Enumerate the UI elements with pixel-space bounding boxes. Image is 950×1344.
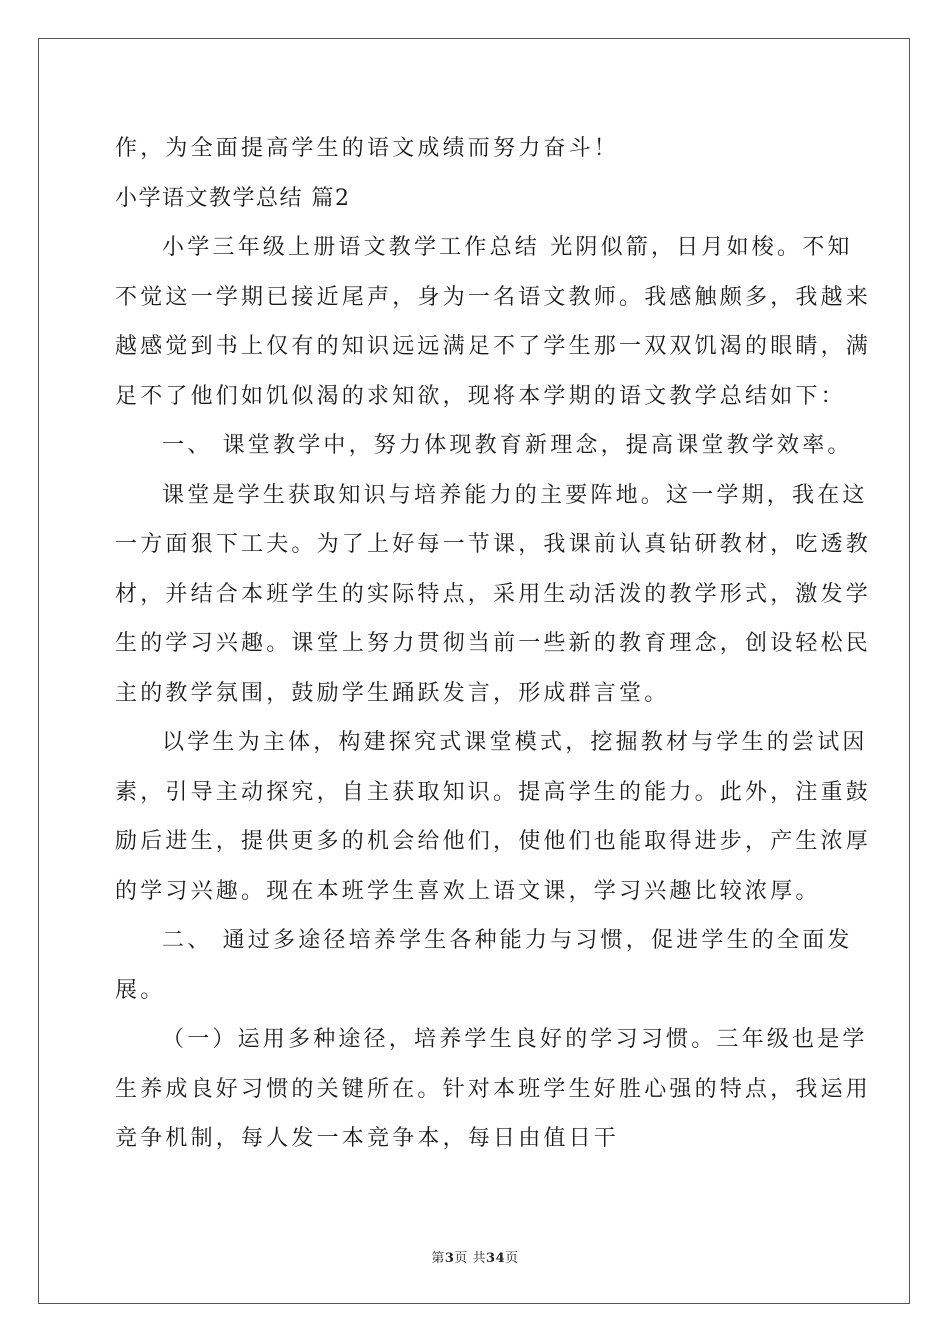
text-line: （一）运用多种途径，培养学生良好的学习习惯。三年级也是学 [162,1027,868,1052]
footer-mid: 页 共 [454,1251,487,1266]
section-heading: 二、 通过多途径培养学生各种能力与习惯，促进学生的全面发 [162,928,853,953]
page-total: 34 [486,1251,506,1266]
footer-prefix: 第 [431,1251,445,1266]
text-line: 一方面狠下工夫。为了上好每一节课，我课前认真钻研教材，吃透教 [115,532,872,557]
text-line: 小学三年级上册语文教学工作总结 光阴似箭，日月如梭。不知 [162,235,853,260]
text-line: 以学生为主体，构建探究式课堂模式，挖掘教材与学生的尝试因 [162,730,868,755]
text-line: 的学习兴趣。现在本班学生喜欢上语文课，学习兴趣比较浓厚。 [115,878,821,904]
text-line: 竞争机制，每人发一本竞争本，每日由值日干 [115,1126,620,1151]
text-line: 足不了他们如饥似渴的求知欲，现将本学期的语文教学总结如下： [115,383,846,409]
text-line: 不觉这一学期已接近尾声，身为一名语文教师。我感触颇多，我越来 [115,284,872,310]
document-body [115,124,872,1164]
section-heading: 一、 课堂教学中，努力体现教育新理念，提高课堂教学效率。 [162,433,853,458]
text-line: 生的学习兴趣。课堂上努力贯彻当前一些新的教育理念，创设轻松民 [115,631,872,656]
text-line: 展。 [115,977,166,1003]
footer-suffix: 页 [505,1251,519,1266]
text-line: 素，引导主动探究，自主获取知识。提高学生的能力。此外，注重鼓 [115,779,872,805]
text-line: 励后进生，提供更多的机会给他们，使他们也能取得进步，产生浓厚 [115,829,872,854]
section-title: 小学语文教学总结 篇2 [115,185,351,211]
page-footer [0,1247,950,1266]
text-line: 主的教学氛围，鼓励学生踊跃发言，形成群言堂。 [115,680,670,706]
text-line: 课堂是学生获取知识与培养能力的主要阵地。这一学期，我在这 [162,482,868,508]
text-line: 越感觉到书上仅有的知识远远满足不了学生那一双双饥渴的眼睛，满 [115,334,872,359]
page-number: 3 [444,1251,455,1266]
text-line: 作，为全面提高学生的语文成绩而努力奋斗！ [115,136,620,161]
text-line: 材，并结合本班学生的实际特点，采用生动活泼的教学形式，激发学 [115,581,872,607]
text-line: 生养成良好习惯的关键所在。针对本班学生好胜心强的特点，我运用 [115,1076,872,1102]
